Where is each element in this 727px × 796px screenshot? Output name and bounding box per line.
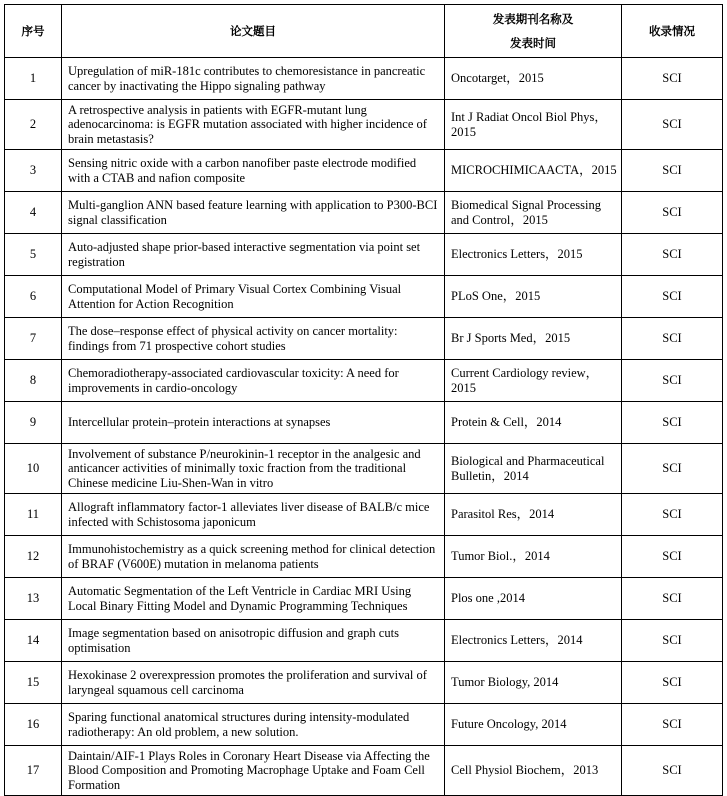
row-num: 6 <box>5 276 62 318</box>
row-title: Multi-ganglion ANN based feature learning with application to P300-BCI signal classification <box>62 192 445 234</box>
publication-table <box>4 4 723 796</box>
table-row <box>5 704 723 746</box>
table-row <box>5 444 723 494</box>
row-journal: Br J Sports Med，2015 <box>445 318 622 360</box>
row-journal: Cell Physiol Biochem，2013 <box>445 746 622 796</box>
row-num: 2 <box>5 100 62 150</box>
row-num: 17 <box>5 746 62 796</box>
table-row <box>5 662 723 704</box>
row-num: 4 <box>5 192 62 234</box>
row-num: 12 <box>5 536 62 578</box>
row-index: SCI <box>622 360 723 402</box>
row-title: Computational Model of Primary Visual Cortex Combining Visual Attention for Action Recognition <box>62 276 445 318</box>
row-journal: Protein & Cell，2014 <box>445 402 622 444</box>
table-row <box>5 578 723 620</box>
header-journal-line1: 发表期刊名称及 <box>492 12 574 26</box>
header-num: 序号 <box>5 5 62 58</box>
row-index: SCI <box>622 276 723 318</box>
row-index: SCI <box>622 704 723 746</box>
table-row <box>5 192 723 234</box>
table-row <box>5 402 723 444</box>
row-journal: Current Cardiology review，2015 <box>445 360 622 402</box>
header-index: 收录情况 <box>622 5 723 58</box>
row-num: 8 <box>5 360 62 402</box>
row-index: SCI <box>622 58 723 100</box>
row-journal: Tumor Biology, 2014 <box>445 662 622 704</box>
row-index: SCI <box>622 192 723 234</box>
row-num: 3 <box>5 150 62 192</box>
row-num: 15 <box>5 662 62 704</box>
row-title: Automatic Segmentation of the Left Ventricle in Cardiac MRI Using Local Binary Fitting Model and Dynamic Programming Techniques <box>62 578 445 620</box>
row-num: 14 <box>5 620 62 662</box>
row-num: 1 <box>5 58 62 100</box>
row-index: SCI <box>622 402 723 444</box>
table-row <box>5 276 723 318</box>
header-journal <box>445 5 622 58</box>
row-index: SCI <box>622 150 723 192</box>
row-title: Allograft inflammatory factor-1 alleviates liver disease of BALB/c mice infected with Schistosoma japonicum <box>62 494 445 536</box>
table-row <box>5 360 723 402</box>
row-title: Sparing functional anatomical structures during intensity-modulated radiotherapy: An old problem, a new solution. <box>62 704 445 746</box>
row-num: 11 <box>5 494 62 536</box>
row-index: SCI <box>622 100 723 150</box>
row-journal: PLoS One，2015 <box>445 276 622 318</box>
row-title: Auto-adjusted shape prior-based interactive segmentation via point set registration <box>62 234 445 276</box>
header-journal-line2: 发表时间 <box>510 36 556 50</box>
row-title: A retrospective analysis in patients with EGFR-mutant lung adenocarcinoma: is EGFR mutation associated with higher incidence of brain metastasis? <box>62 100 445 150</box>
row-index: SCI <box>622 444 723 494</box>
row-title: Sensing nitric oxide with a carbon nanofiber paste electrode modified with a CTAB and nafion composite <box>62 150 445 192</box>
header-title: 论文题目 <box>62 5 445 58</box>
row-index: SCI <box>622 234 723 276</box>
row-title: Daintain/AIF-1 Plays Roles in Coronary Heart Disease via Affecting the Blood Composition and Promoting Macrophage Uptake and Foam Cell Formation <box>62 746 445 796</box>
table-header-row <box>5 5 723 58</box>
row-journal: Oncotarget，2015 <box>445 58 622 100</box>
table-row <box>5 100 723 150</box>
table-row <box>5 620 723 662</box>
table-row <box>5 58 723 100</box>
row-index: SCI <box>622 536 723 578</box>
row-index: SCI <box>622 620 723 662</box>
row-index: SCI <box>622 494 723 536</box>
row-num: 7 <box>5 318 62 360</box>
row-num: 13 <box>5 578 62 620</box>
row-num: 5 <box>5 234 62 276</box>
row-journal: Electronics Letters，2015 <box>445 234 622 276</box>
row-title: Immunohistochemistry as a quick screening method for clinical detection of BRAF (V600E) mutation in melanoma patients <box>62 536 445 578</box>
row-journal: Plos one ,2014 <box>445 578 622 620</box>
row-index: SCI <box>622 318 723 360</box>
row-num: 16 <box>5 704 62 746</box>
row-num: 10 <box>5 444 62 494</box>
row-journal: Int J Radiat Oncol Biol Phys，2015 <box>445 100 622 150</box>
row-journal: MICROCHIMICAACTA，2015 <box>445 150 622 192</box>
row-journal: Electronics Letters，2014 <box>445 620 622 662</box>
row-title: Upregulation of miR-181c contributes to chemoresistance in pancreatic cancer by inactivating the Hippo signaling pathway <box>62 58 445 100</box>
row-index: SCI <box>622 662 723 704</box>
table-row <box>5 536 723 578</box>
row-index: SCI <box>622 746 723 796</box>
row-journal: Biological and Pharmaceutical Bulletin，2014 <box>445 444 622 494</box>
row-title: The dose–response effect of physical activity on cancer mortality: findings from 71 prospective cohort studies <box>62 318 445 360</box>
row-journal: Tumor Biol.，2014 <box>445 536 622 578</box>
table-row <box>5 494 723 536</box>
row-title: Intercellular protein–protein interactions at synapses <box>62 402 445 444</box>
row-journal: Biomedical Signal Processing and Control，2015 <box>445 192 622 234</box>
row-journal: Future Oncology, 2014 <box>445 704 622 746</box>
row-title: Involvement of substance P/neurokinin-1 receptor in the analgesic and anticancer activities of minimally toxic fraction from the traditional Chinese medicine Liu-Shen-Wan in vitro <box>62 444 445 494</box>
row-num: 9 <box>5 402 62 444</box>
row-title: Image segmentation based on anisotropic diffusion and graph cuts optimisation <box>62 620 445 662</box>
row-index: SCI <box>622 578 723 620</box>
row-title: Hexokinase 2 overexpression promotes the proliferation and survival of laryngeal squamous cell carcinoma <box>62 662 445 704</box>
row-title: Chemoradiotherapy-associated cardiovascular toxicity: A need for improvements in cardio-oncology <box>62 360 445 402</box>
table-row <box>5 318 723 360</box>
table-row <box>5 150 723 192</box>
table-row <box>5 234 723 276</box>
row-journal: Parasitol Res，2014 <box>445 494 622 536</box>
